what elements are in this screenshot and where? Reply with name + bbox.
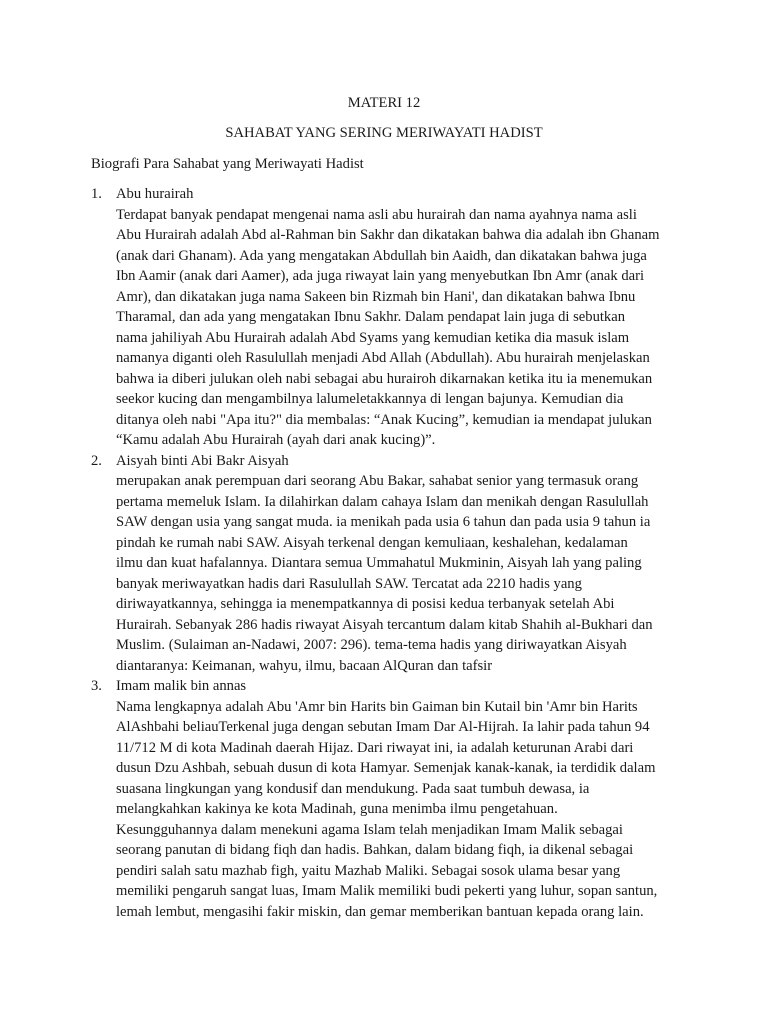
body-line: seekor kucing dan mengambilnya lalumeletakkannya di lengan bajunya. Kemudian dia bbox=[116, 391, 624, 407]
body-line: ilmu dan kuat hafalannya. Diantara semua Ummahatul Mukminin, Aisyah lah yang paling bbox=[116, 555, 642, 571]
body-line: diriwayatkannya, sehingga ia menempatkannya di posisi kedua terbanyak setelah Abi bbox=[116, 596, 615, 612]
list-item bbox=[91, 451, 691, 677]
item-name: Aisyah binti Abi Bakr Aisyah bbox=[116, 452, 289, 469]
body-line: dusun Dzu Ashbah, sebuah dusun di kota Hamyar. Semenjak kanak-kanak, ia terdidik dalam bbox=[116, 760, 656, 776]
body-line: pindah ke rumah nabi SAW. Aisyah terkenal dengan kemuliaan, keshalehan, kedalaman bbox=[116, 534, 628, 551]
body-line: banyak meriwayatkan hadis dari Rasulullah SAW. Tercatat ada 2210 hadis yang bbox=[116, 575, 582, 592]
item-number: 2. bbox=[91, 452, 102, 469]
body-line: Terdapat banyak pendapat mengenai nama asli abu hurairah dan nama ayahnya nama asli bbox=[116, 206, 637, 223]
body-line: ditanya oleh nabi "Apa itu?" dia membalas: “Anak Kucing”, kemudian ia mendapat julukan bbox=[116, 411, 652, 428]
body-line: Amr), dan dikatakan juga nama Sakeen bin Rizmah bin Hani', dan dikatakan bahwa Ibnu bbox=[116, 288, 636, 305]
body-line: “Kamu adalah Abu Hurairah (ayah dari anak kucing)”. bbox=[116, 432, 436, 448]
document-title: MATERI 12 bbox=[347, 95, 421, 111]
body-line: 11/712 M di kota Madinah daerah Hijaz. Dari riwayat ini, ia adalah keturunan Arabi dari bbox=[116, 739, 634, 756]
list-item bbox=[91, 676, 691, 922]
list-item bbox=[91, 184, 691, 451]
body-line: AlAshbahi beliauTerkenal juga dengan sebutan Imam Dar Al-Hijrah. Ia lahir pada tahun 94 bbox=[116, 719, 650, 735]
body-line: (anak dari Ghanam). Ada yang mengatakan Abdullah bin Aaidh, dan dikatakan bahwa juga bbox=[116, 247, 647, 264]
body-line: pendiri salah satu mazhab figh, yaitu Mazhab Maliki. Sebagai sosok ulama besar yang bbox=[116, 862, 621, 879]
item-name: Abu hurairah bbox=[116, 186, 194, 202]
body-line: Ibn Aamir (anak dari Aamer), ada juga riwayat lain yang menyebutkan Ibn Amr (anak dari bbox=[116, 268, 645, 284]
item-number: 1. bbox=[91, 186, 102, 202]
body-line: bahwa ia diberi julukan oleh nabi sebagai abu hurairoh dikarnakan ketika itu ia menemukan bbox=[116, 370, 653, 387]
body-line: namanya diganti oleh Rasulullah menjadi Abd Allah (Abdullah). Abu hurairah menjelaskan bbox=[116, 350, 650, 366]
body-line: lemah lembut, mengasihi fakir miskin, dan gemar memberikan bantuan kepada orang lain. bbox=[116, 903, 644, 920]
body-line: Muslim. (Sulaiman an-Nadawi, 2007: 296). tema-tema hadis yang diriwayatkan Aisyah bbox=[116, 637, 627, 653]
body-line: suasana lingkungan yang kondusif dan mendukung. Pada saat tumbuh dewasa, ia bbox=[116, 780, 590, 797]
sahabat-list bbox=[91, 184, 691, 922]
document-subtitle: SAHABAT YANG SERING MERIWAYATI HADIST bbox=[225, 125, 543, 141]
body-line: melangkahkan kakinya ke kota Madinah, guna menimba ilmu pengetahuan. bbox=[116, 801, 558, 817]
body-line: Hurairah. Sebanyak 286 hadis riwayat Aisyah tercantum dalam kitab Shahih al-Bukhari dan bbox=[116, 616, 653, 633]
body-line: nama jahiliyah Abu Hurairah adalah Abd Syams yang kemudian ketika dia masuk islam bbox=[116, 329, 630, 346]
item-number: 3. bbox=[91, 678, 102, 694]
body-line: seorang panutan di bidang fiqh dan hadis. Bahkan, dalam bidang fiqh, ia dikenal sebagai bbox=[116, 842, 634, 858]
body-line: Tharamal, dan ada yang mengatakan Ibnu Sakhr. Dalam pendapat lain juga di sebutkan bbox=[116, 309, 625, 325]
body-line: diantaranya: Keimanan, wahyu, ilmu, bacaan AlQuran dan tafsir bbox=[116, 657, 493, 674]
body-line: Abu Hurairah adalah Abd al-Rahman bin Sakhr dan dikatakan bahwa dia adalah ibn Ghanam bbox=[116, 227, 660, 243]
body-line: merupakan anak perempuan dari seorang Abu Bakar, sahabat senior yang termasuk orang bbox=[116, 473, 639, 489]
body-line: pertama memeluk Islam. Ia dilahirkan dalam cahaya Islam dan menikah dengan Rasulullah bbox=[116, 493, 649, 510]
body-line: Kesungguhannya dalam menekuni agama Islam telah menjadikan Imam Malik sebagai bbox=[116, 821, 623, 838]
body-line: Nama lengkapnya adalah Abu 'Amr bin Harits bin Gaiman bin Kutail bin 'Amr bin Harits bbox=[116, 698, 638, 715]
body-line: SAW dengan usia yang sangat muda. ia menikah pada usia 6 tahun dan pada usia 9 tahun ia bbox=[116, 514, 651, 530]
item-name: Imam malik bin annas bbox=[116, 678, 247, 694]
intro-heading: Biografi Para Sahabat yang Meriwayati Hadist bbox=[91, 156, 364, 172]
body-line: memiliki pengaruh sangat luas, Imam Malik memiliki budi pekerti yang luhur, sopan santun, bbox=[116, 883, 658, 899]
